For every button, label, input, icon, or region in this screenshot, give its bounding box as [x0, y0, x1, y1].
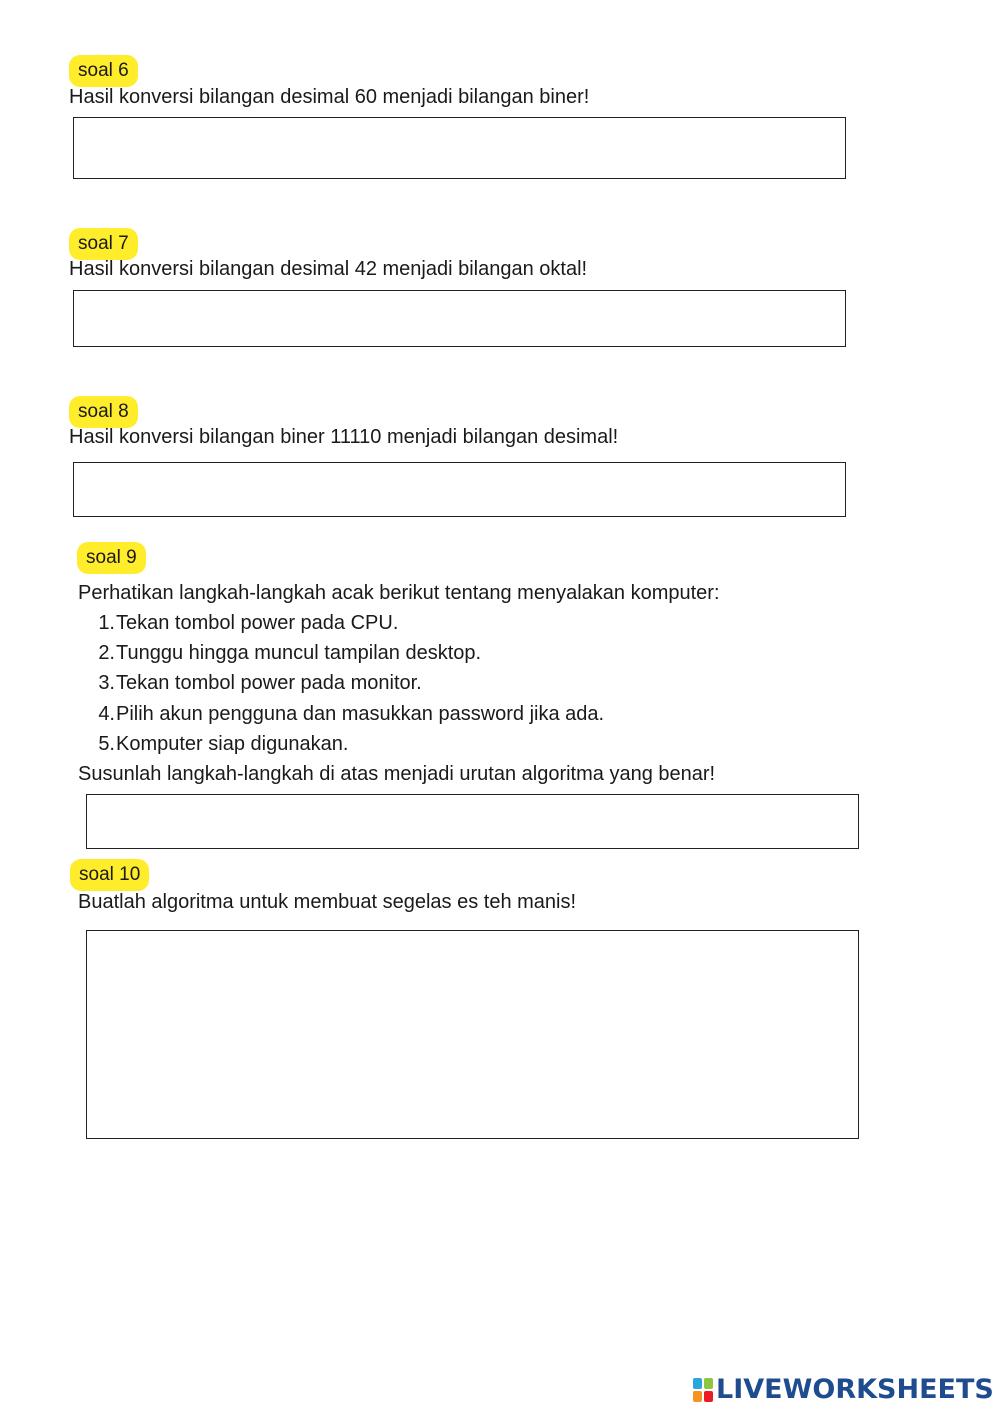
question-10-prompt: Buatlah algoritma untuk membuat segelas es teh manis! [78, 891, 577, 913]
question-8-prompt: Hasil konversi bilangan biner 11110 menjadi bilangan desimal! [69, 426, 619, 448]
question-7-prompt: Hasil konversi bilangan desimal 42 menjadi bilangan oktal! [69, 258, 588, 280]
question-10-badge: soal 10 [70, 859, 149, 891]
question-6-prompt: Hasil konversi bilangan desimal 60 menjadi bilangan biner! [69, 86, 590, 108]
question-8-badge: soal 8 [69, 396, 138, 428]
question-9-intro: Perhatikan langkah-langkah acak berikut tentang menyalakan komputer: [78, 582, 720, 604]
question-7-badge: soal 7 [69, 228, 138, 260]
question-6-badge: soal 6 [69, 55, 138, 87]
question-9-instruction: Susunlah langkah-langkah di atas menjadi urutan algoritma yang benar! [78, 763, 716, 785]
list-item: 5. Komputer siap digunakan. [98, 732, 349, 755]
question-8-answer-input[interactable] [73, 462, 846, 517]
logo-square-red [704, 1391, 713, 1402]
list-item: 3. Tekan tombol power pada monitor. [98, 672, 422, 695]
liveworksheets-logo-icon [693, 1378, 713, 1402]
logo-square-blue [693, 1378, 702, 1389]
list-item: 4. Pilih akun pengguna dan masukkan password jika ada. [98, 702, 605, 725]
question-9-answer-input[interactable] [86, 794, 859, 849]
question-9-steps-list [90, 608, 604, 759]
brand-name: LIVEWORKSHEETS [716, 1374, 994, 1405]
question-7-answer-input[interactable] [73, 290, 846, 347]
liveworksheets-logo [693, 1374, 994, 1406]
list-item: 2. Tunggu hingga muncul tampilan desktop. [98, 642, 482, 665]
list-item: 1. Tekan tombol power pada CPU. [98, 612, 399, 634]
question-6-answer-input[interactable] [73, 117, 846, 179]
question-9-badge: soal 9 [77, 542, 146, 574]
logo-square-green [704, 1378, 713, 1389]
logo-square-orange [693, 1391, 702, 1402]
question-10-answer-input[interactable] [86, 930, 859, 1139]
